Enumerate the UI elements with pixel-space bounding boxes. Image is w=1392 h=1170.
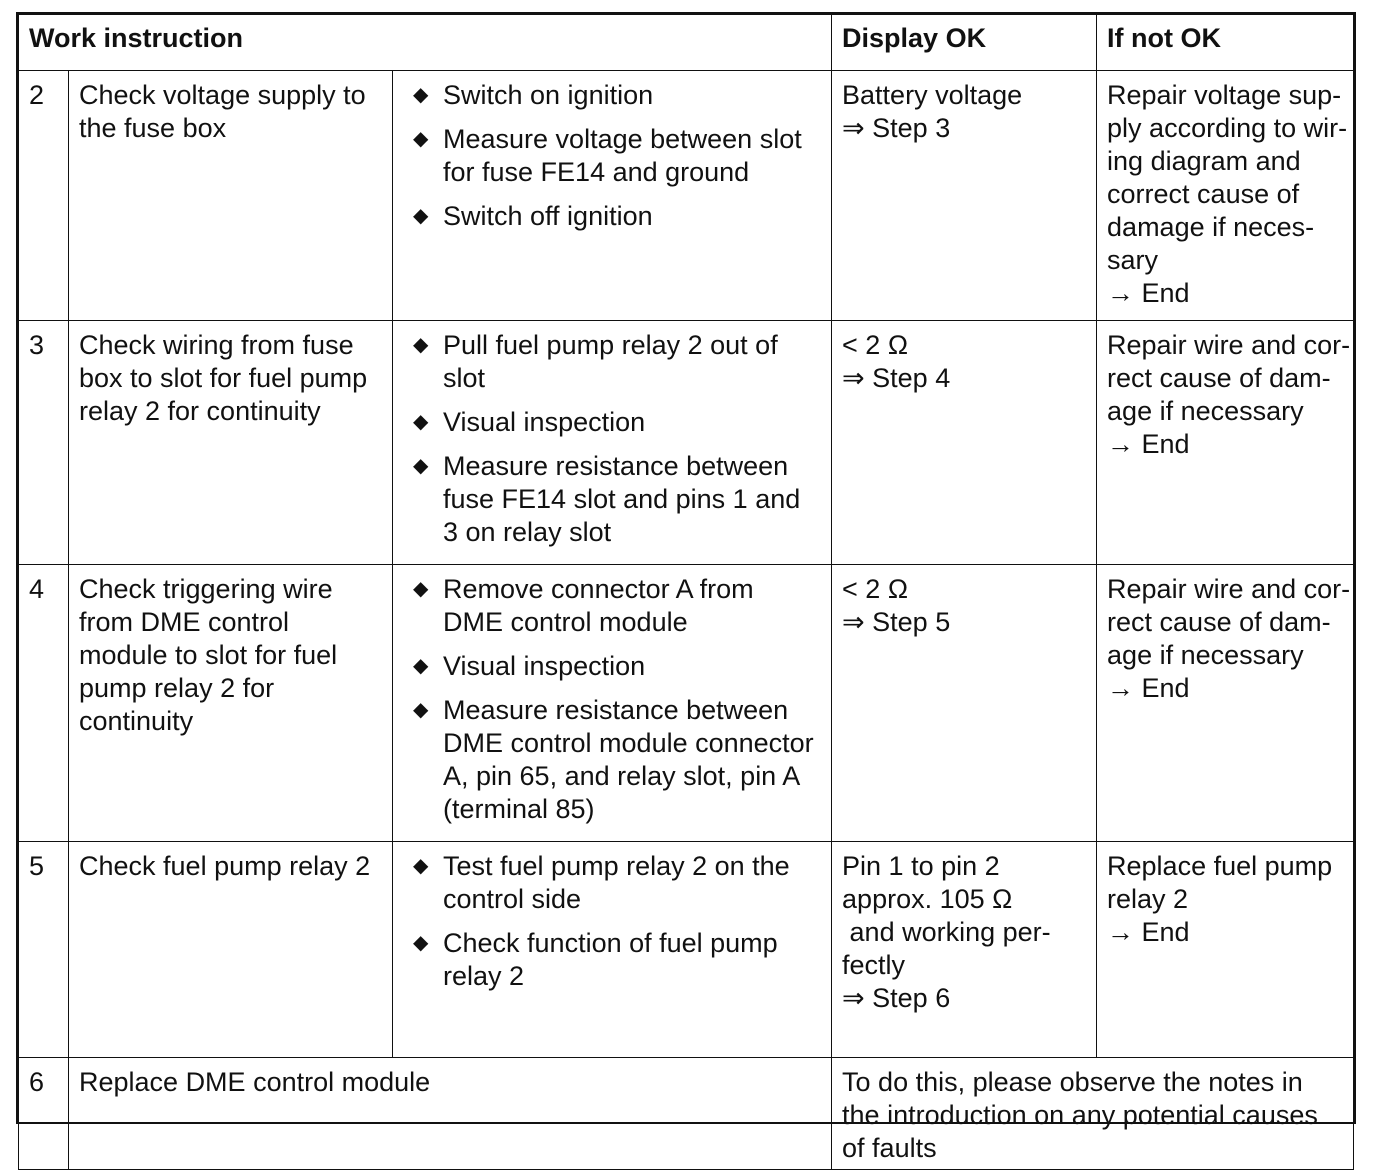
- diamond-bullet-icon: ◆: [413, 128, 429, 150]
- action-text: Measure resistance between fuse FE14 slot and pins 1 and 3 on relay slot: [443, 451, 801, 547]
- final-note: To do this, please observe the notes in the introduction on any potential causes of faults: [832, 1058, 1354, 1170]
- diamond-bullet-icon: ◆: [413, 84, 429, 106]
- cell-line: ⇒ Step 3: [842, 113, 951, 143]
- cell-line: → End: [1107, 917, 1190, 947]
- action-item: [403, 850, 821, 916]
- cell-line: < 2 Ω: [842, 330, 909, 360]
- diamond-bullet-icon: ◆: [413, 334, 429, 356]
- cell-line: rect cause of dam-: [1107, 607, 1331, 637]
- action-item: [403, 406, 821, 439]
- diamond-bullet-icon: ◆: [413, 455, 429, 477]
- cell-line: approx. 105 Ω: [842, 884, 1013, 914]
- diamond-bullet-icon: ◆: [413, 655, 429, 677]
- step-actions: [393, 565, 832, 842]
- cell-line: Battery voltage: [842, 80, 1023, 110]
- step-number: 5: [19, 842, 69, 1058]
- header-display-ok: Display OK: [832, 15, 1097, 71]
- action-item: [403, 694, 821, 826]
- cell-line: Repair voltage sup-: [1107, 80, 1342, 110]
- action-text: Visual inspection: [443, 651, 646, 681]
- work-instruction-table: [18, 14, 1354, 1170]
- action-list: [403, 573, 821, 826]
- action-text: Check function of fuel pump relay 2: [443, 928, 778, 991]
- cell-line: Replace fuel pump: [1107, 851, 1333, 881]
- action-item: [403, 123, 821, 189]
- action-item: [403, 927, 821, 993]
- action-item: [403, 329, 821, 395]
- step-number: 4: [19, 565, 69, 842]
- action-item: [403, 200, 821, 233]
- if-not-ok-cell: [1097, 321, 1354, 565]
- cell-line: < 2 Ω: [842, 574, 909, 604]
- cell-line: Repair wire and cor-: [1107, 330, 1351, 360]
- diamond-bullet-icon: ◆: [413, 411, 429, 433]
- step-title: Replace DME control module: [69, 1058, 832, 1170]
- header-work-instruction: Work instruction: [19, 15, 832, 71]
- action-item: [403, 650, 821, 683]
- cell-line: age if necessary: [1107, 640, 1304, 670]
- cell-line: sary: [1107, 245, 1159, 275]
- table-row: [19, 321, 1354, 565]
- step-actions: [393, 321, 832, 565]
- cell-line: → End: [1107, 429, 1190, 459]
- cell-line: ply according to wir-: [1107, 113, 1348, 143]
- if-not-ok-cell: [1097, 565, 1354, 842]
- table-row: [19, 565, 1354, 842]
- step-title: Check wiring from fuse box to slot for fuel pump relay 2 for continuity: [69, 321, 393, 565]
- if-not-ok-cell: [1097, 842, 1354, 1058]
- display-ok-cell: [832, 71, 1097, 321]
- cell-line: ⇒ Step 6: [842, 983, 951, 1013]
- table-header-row: [19, 15, 1354, 71]
- action-item: [403, 573, 821, 639]
- action-text: Test fuel pump relay 2 on the control side: [443, 851, 790, 914]
- cell-line: → End: [1107, 673, 1190, 703]
- header-if-not-ok: If not OK: [1097, 15, 1354, 71]
- table-body: [19, 71, 1354, 1170]
- diamond-bullet-icon: ◆: [413, 205, 429, 227]
- table-row-final: [19, 1058, 1354, 1170]
- cell-line: ⇒ Step 4: [842, 363, 951, 393]
- if-not-ok-cell: [1097, 71, 1354, 321]
- cell-line: fectly: [842, 950, 906, 980]
- action-text: Visual inspection: [443, 407, 646, 437]
- action-list: [403, 850, 821, 993]
- cell-line: ⇒ Step 5: [842, 607, 951, 637]
- step-number: 2: [19, 71, 69, 321]
- step-actions: [393, 842, 832, 1058]
- cell-line: and working per-: [842, 917, 1051, 947]
- action-text: Switch on ignition: [443, 80, 654, 110]
- action-item: [403, 79, 821, 112]
- cell-line: correct cause of: [1107, 179, 1300, 209]
- cell-line: → End: [1107, 278, 1190, 308]
- cell-line: relay 2: [1107, 884, 1189, 914]
- cell-line: damage if neces-: [1107, 212, 1315, 242]
- display-ok-cell: [832, 321, 1097, 565]
- action-text: Switch off ignition: [443, 201, 653, 231]
- display-ok-cell: [832, 842, 1097, 1058]
- table-row: [19, 842, 1354, 1058]
- action-text: Pull fuel pump relay 2 out of slot: [443, 330, 778, 393]
- cell-line: ing diagram and: [1107, 146, 1301, 176]
- action-list: [403, 329, 821, 549]
- cell-line: Repair wire and cor-: [1107, 574, 1351, 604]
- action-text: Measure resistance between DME control module connector A, pin 65, and relay slot, pin A (terminal 85): [443, 695, 814, 824]
- step-number: 3: [19, 321, 69, 565]
- action-text: Remove connector A from DME control module: [443, 574, 754, 637]
- step-title: Check triggering wire from DME control module to slot for fuel pump relay 2 for continuity: [69, 565, 393, 842]
- table-row: [19, 71, 1354, 321]
- action-item: [403, 450, 821, 549]
- step-actions: [393, 71, 832, 321]
- step-title: Check voltage supply to the fuse box: [69, 71, 393, 321]
- display-ok-cell: [832, 565, 1097, 842]
- diamond-bullet-icon: ◆: [413, 578, 429, 600]
- action-text: Measure voltage between slot for fuse FE14 and ground: [443, 124, 802, 187]
- step-title: Check fuel pump relay 2: [69, 842, 393, 1058]
- diamond-bullet-icon: ◆: [413, 699, 429, 721]
- cell-line: Pin 1 to pin 2: [842, 851, 1000, 881]
- action-list: [403, 79, 821, 233]
- cell-line: rect cause of dam-: [1107, 363, 1331, 393]
- work-instruction-table-container: [16, 12, 1356, 1163]
- diamond-bullet-icon: ◆: [413, 855, 429, 877]
- diamond-bullet-icon: ◆: [413, 932, 429, 954]
- step-number: 6: [19, 1058, 69, 1170]
- cell-line: age if necessary: [1107, 396, 1304, 426]
